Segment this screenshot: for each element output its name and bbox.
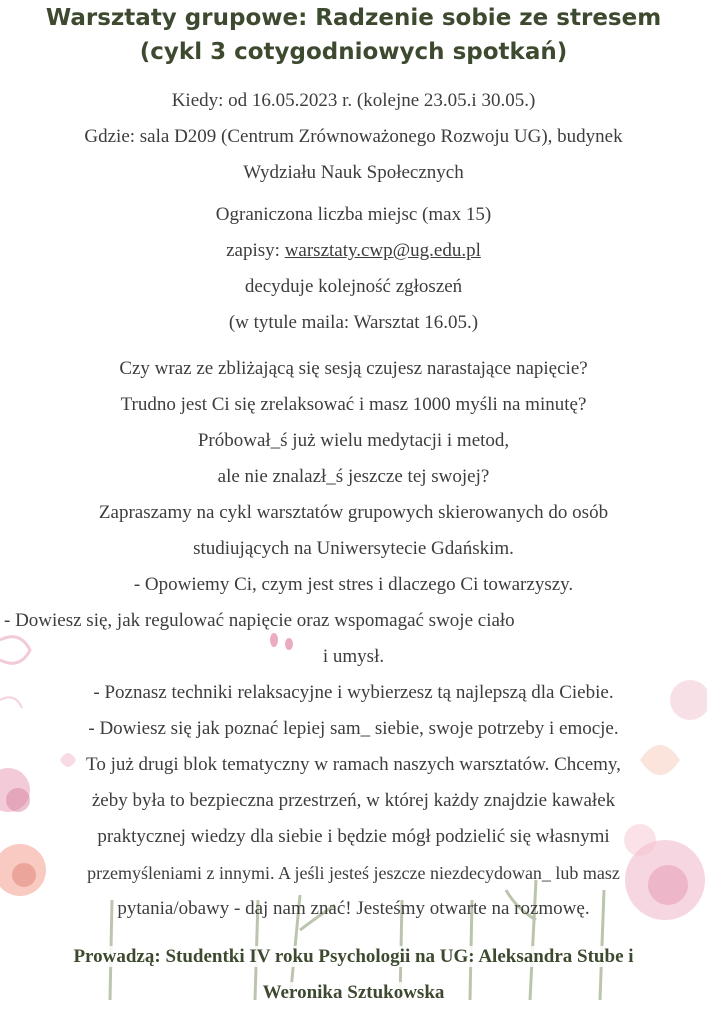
title-line-2: (cykl 3 cotygodniowych spotkań) xyxy=(139,39,568,65)
body-line: - Dowiesz się, jak regulować napięcie oraz wspomagać swoje ciało xyxy=(4,610,515,631)
body-line: przemyśleniami z innymi. A jeśli jesteś jeszcze niezdecydowan_ lub masz xyxy=(87,863,620,883)
body-line: i umysł. xyxy=(322,646,385,667)
body-line: - Dowiesz się jak poznać lepiej sam_ siebie, swoje potrzeby i emocje. xyxy=(88,718,619,739)
body-line: Próbował_ś już wielu medytacji i metod, xyxy=(197,430,510,451)
body-line: studiujących na Uniwersytecie Gdańskim. xyxy=(193,538,514,559)
facilitators xyxy=(0,939,707,1011)
event-location-line-2: Wydziału Nauk Społecznych xyxy=(243,162,464,183)
signup-info xyxy=(0,197,707,341)
signup-order: decyduje kolejność zgłoszeń xyxy=(244,276,463,297)
body-line: - Poznasz techniki relaksacyjne i wybierzesz tą najlepszą dla Ciebie. xyxy=(93,682,614,703)
facilitators-line-1: Prowadzą: Studentki IV roku Psychologii na UG: Aleksandra Stube i xyxy=(69,946,637,967)
signup-email-link[interactable]: warsztaty.cwp@ug.edu.pl xyxy=(284,240,481,261)
seat-limit: Ograniczona liczba miejsc (max 15) xyxy=(215,204,492,225)
body-line: żeby była to bezpieczna przestrzeń, w której każdy znajdzie kawałek xyxy=(91,790,616,811)
email-subject-hint: (w tytule maila: Warsztat 16.05.) xyxy=(228,312,479,333)
event-location-line-1: Gdzie: sala D209 (Centrum Zrównoważonego Rozwoju UG), budynek xyxy=(84,126,623,147)
signup-label: zapisy: xyxy=(226,240,285,261)
body-line: Trudno jest Ci się zrelaksować i masz 1000 myśli na minutę? xyxy=(120,394,587,415)
signup-email-row xyxy=(0,233,707,269)
workshop-description xyxy=(0,351,707,927)
facilitators-line-2: Weronika Sztukowska xyxy=(259,982,449,1003)
page-title xyxy=(0,0,707,69)
title-line-1: Warsztaty grupowe: Radzenie sobie ze stresem xyxy=(45,5,662,31)
body-line: praktycznej wiedzy dla siebie i będzie mógł podzielić się własnymi xyxy=(97,826,610,847)
body-line: ale nie znalazł_ś jeszcze tej swojej? xyxy=(217,466,490,487)
body-line: pytania/obawy - daj nam znać! Jesteśmy otwarte na rozmowę. xyxy=(117,898,590,919)
event-details xyxy=(0,83,707,191)
body-line: - Opowiemy Ci, czym jest stres i dlaczego Ci towarzyszy. xyxy=(133,574,574,595)
body-line: Zapraszamy na cykl warsztatów grupowych skierowanych do osób xyxy=(98,502,609,523)
body-line: To już drugi blok tematyczny w ramach naszych warsztatów. Chcemy, xyxy=(86,754,621,775)
event-date: Kiedy: od 16.05.2023 r. (kolejne 23.05.i 30.05.) xyxy=(171,90,536,111)
body-line: Czy wraz ze zbliżającą się sesją czujesz narastające napięcie? xyxy=(119,358,588,379)
